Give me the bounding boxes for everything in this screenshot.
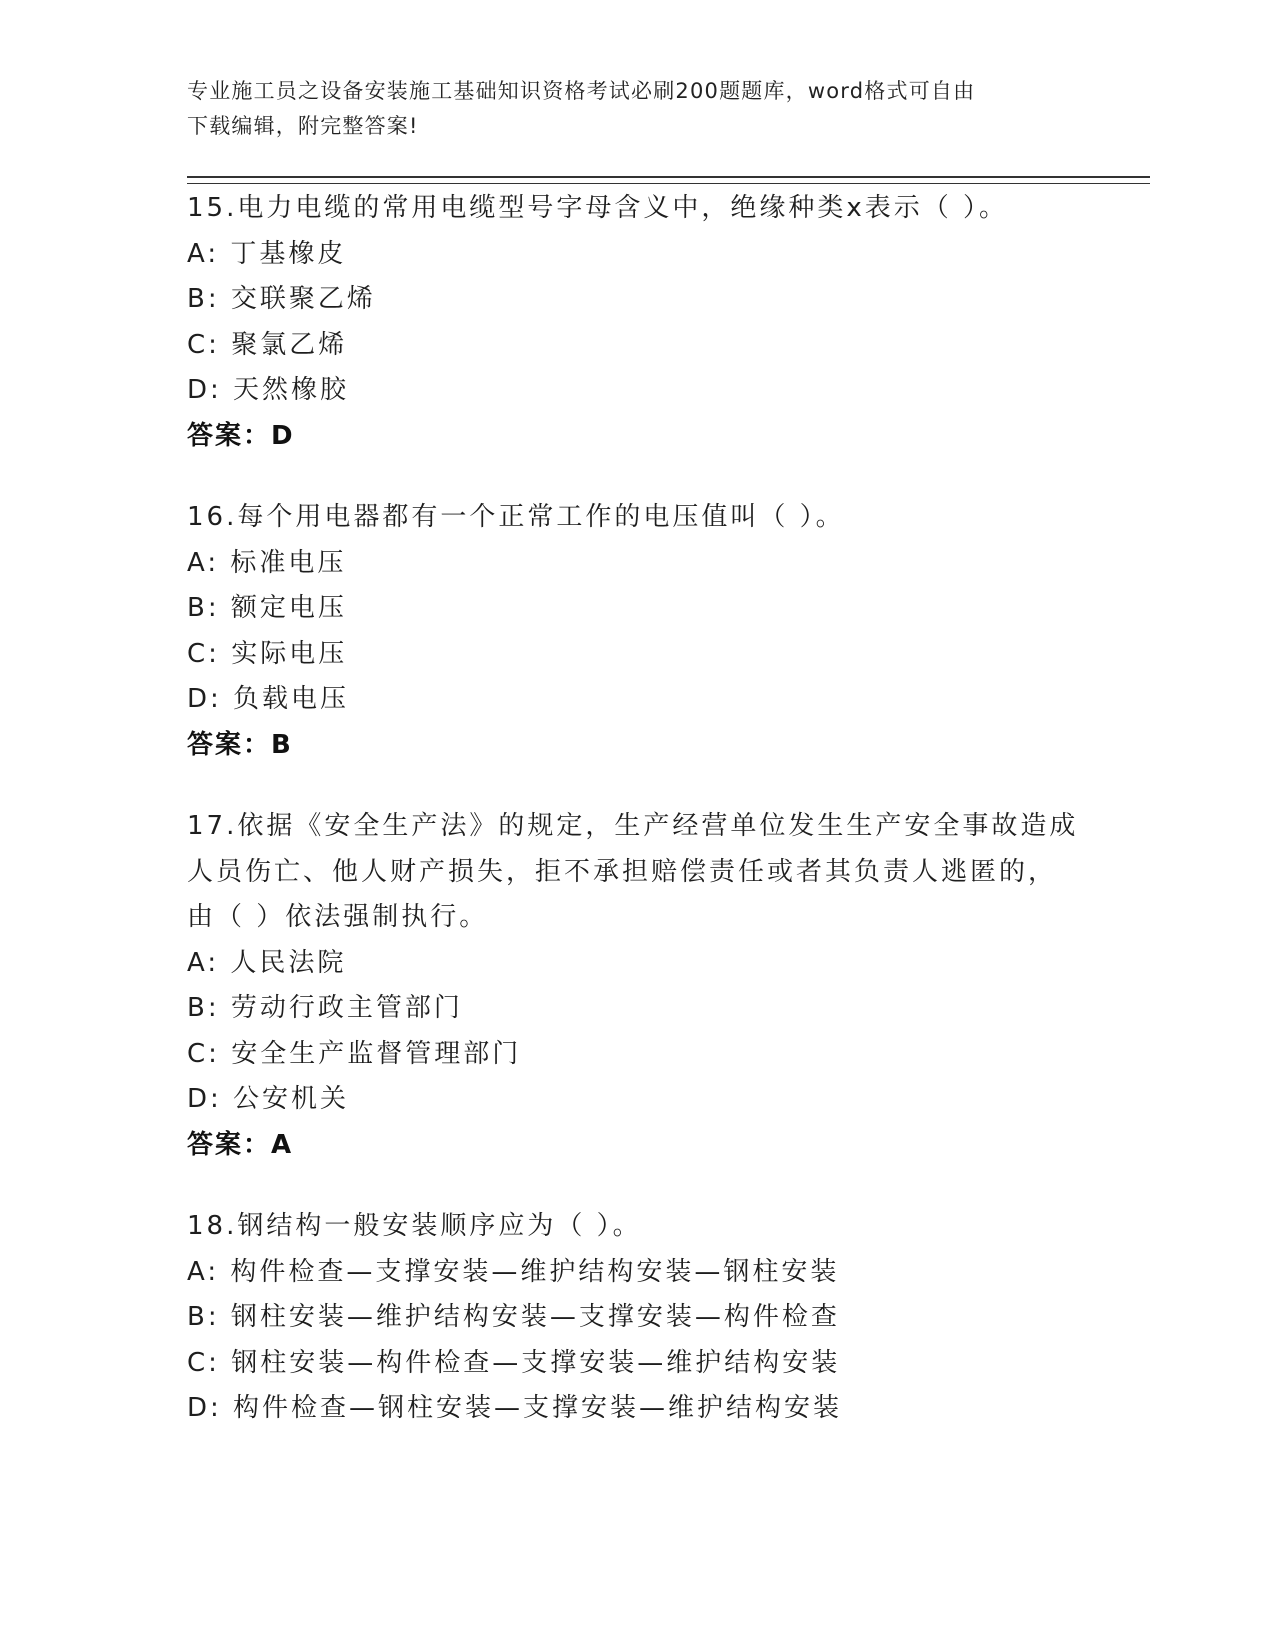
option-b [187, 586, 1087, 632]
option-c [187, 1341, 1087, 1387]
option-b [187, 986, 1087, 1032]
option-letter: B: [187, 1302, 220, 1332]
option-text: 人民法院 [230, 947, 347, 978]
option-letter: A: [187, 547, 220, 578]
option-b [187, 1295, 1087, 1341]
question-16 [187, 495, 1087, 768]
option-text: 丁基橡皮 [230, 238, 347, 269]
option-letter: B: [187, 593, 220, 623]
document-header [187, 74, 1067, 144]
option-letter: B: [187, 284, 220, 314]
option-b [187, 277, 1087, 323]
option-a [187, 232, 1087, 278]
option-letter: D: [187, 1393, 222, 1423]
option-a [187, 541, 1087, 587]
option-letter: C: [187, 1038, 220, 1069]
answer-label: 答案：A [187, 1129, 294, 1160]
option-d [187, 1386, 1087, 1432]
option-letter: D: [187, 375, 222, 405]
question-list [187, 186, 1087, 1468]
option-d [187, 677, 1087, 723]
question-17 [187, 804, 1087, 1168]
option-text: 聚氯乙烯 [231, 329, 348, 360]
option-text: 公安机关 [233, 1084, 350, 1114]
option-text: 钢柱安装—构件检查—支撑安装—维护结构安装 [231, 1347, 841, 1378]
header-line-1: 专业施工员之设备安装施工基础知识资格考试必刷200题题库，word格式可自由 [187, 79, 976, 103]
option-c [187, 323, 1087, 369]
option-text: 安全生产监督管理部门 [231, 1038, 522, 1069]
answer-label: 答案：D [187, 420, 295, 451]
option-letter: A: [187, 1256, 220, 1287]
option-text: 钢柱安装—维护结构安装—支撑安装—构件检查 [230, 1302, 840, 1332]
question-stem: 15.电力电缆的常用电缆型号字母含义中，绝缘种类x表示（ ）。 [187, 193, 1009, 223]
option-a [187, 1250, 1087, 1296]
option-text: 交联聚乙烯 [230, 284, 376, 314]
option-text: 实际电压 [231, 638, 348, 669]
option-letter: B: [187, 993, 220, 1023]
option-text: 劳动行政主管部门 [230, 993, 463, 1023]
question-15 [187, 186, 1087, 459]
question-stem-line-3: 由（ ）依法强制执行。 [187, 902, 489, 932]
option-letter: D: [187, 684, 222, 714]
option-text: 负载电压 [233, 684, 350, 714]
option-text: 额定电压 [230, 593, 347, 623]
option-a [187, 941, 1087, 987]
option-c [187, 1032, 1087, 1078]
question-stem-line-1: 17.依据《安全生产法》的规定，生产经营单位发生生产安全事故造成 [187, 811, 1079, 841]
answer-label: 答案：B [187, 729, 293, 760]
option-d [187, 1077, 1087, 1123]
question-stem-line-2: 人员伤亡、他人财产损失，拒不承担赔偿责任或者其负责人逃匿的， [187, 856, 1058, 887]
option-text: 构件检查—支撑安装—维护结构安装—钢柱安装 [230, 1256, 840, 1287]
option-d [187, 368, 1087, 414]
option-letter: C: [187, 329, 220, 360]
option-c [187, 632, 1087, 678]
option-letter: C: [187, 638, 220, 669]
question-18 [187, 1204, 1087, 1432]
option-text: 天然橡胶 [233, 375, 350, 405]
option-text: 构件检查—钢柱安装—支撑安装—维护结构安装 [233, 1393, 843, 1423]
option-text: 标准电压 [230, 547, 347, 578]
question-stem: 18.钢结构一般安装顺序应为（ ）。 [187, 1211, 642, 1241]
option-letter: A: [187, 238, 220, 269]
option-letter: C: [187, 1347, 220, 1378]
question-stem: 16.每个用电器都有一个正常工作的电压值叫（ ）。 [187, 502, 845, 532]
header-divider [187, 176, 1150, 184]
header-line-2: 下载编辑，附完整答案! [187, 114, 419, 138]
option-letter: D: [187, 1084, 222, 1114]
option-letter: A: [187, 947, 220, 978]
